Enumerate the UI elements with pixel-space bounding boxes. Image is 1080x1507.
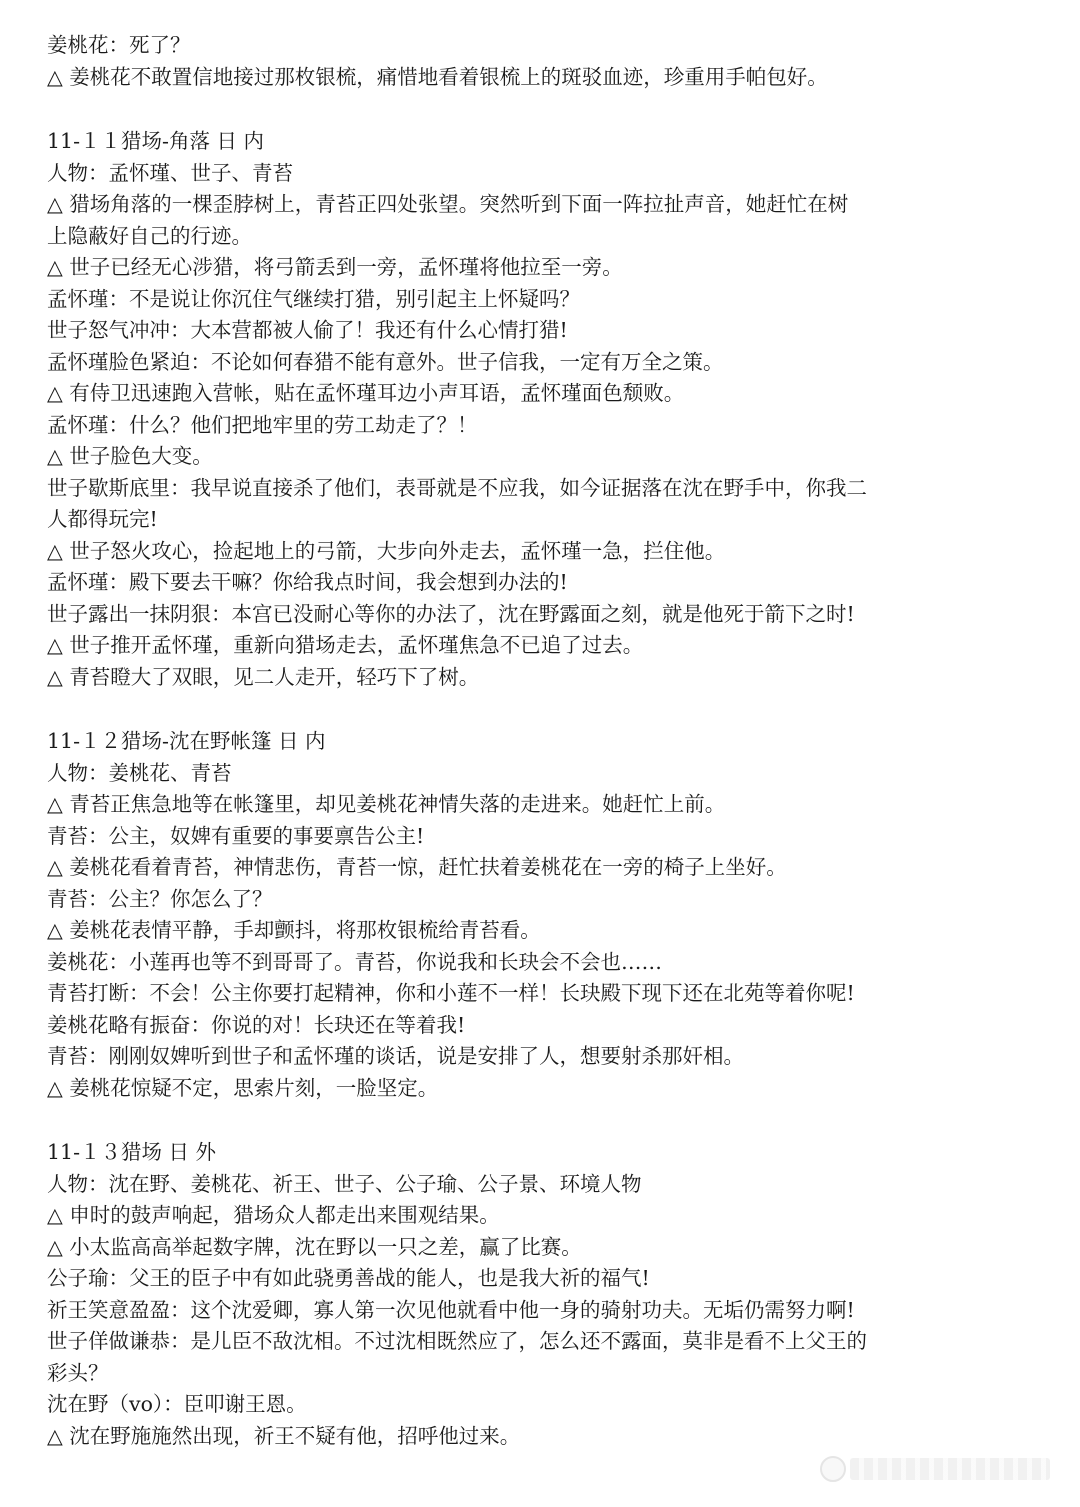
action-line: △ 世子推开孟怀瑾，重新向猎场走去，孟怀瑾焦急不已追了过去。: [47, 633, 644, 657]
action-line: △ 世子已经无心涉猎，将弓箭丢到一旁，孟怀瑾将他拉至一旁。: [47, 255, 623, 279]
scene-heading-11-13: 11-１３猎场 日 外: [47, 1140, 217, 1164]
dialogue-line-continued: 彩头？: [47, 1360, 109, 1385]
dialogue-line: 世子露出一抹阴狠：本宫已没耐心等你的办法了，沈在野露面之刻，就是他死于箭下之时!: [47, 601, 855, 626]
action-line: △ 姜桃花看着青苔，神情悲伤，青苔一惊，赶忙扶着姜桃花在一旁的椅子上坐好。: [47, 855, 787, 879]
action-line-continued: 上隐蔽好自己的行迹。: [47, 223, 252, 248]
dialogue-line: 世子佯做谦恭：是儿臣不敌沈相。不过沈相既然应了，怎么还不露面，莫非是看不上父王的: [47, 1329, 867, 1353]
dialogue-line: 青苔：公主，奴婢有重要的事要禀告公主!: [47, 823, 425, 848]
dialogue-line: 孟怀瑾：不是说让你沉住气继续打猎，别引起主上怀疑吗？: [47, 286, 580, 311]
dialogue-line-continued: 人都得玩完!: [47, 507, 158, 531]
dialogue-line: 孟怀瑾脸色紧迫：不论如何春猎不能有意外。世子信我，一定有万全之策。: [47, 349, 724, 374]
watermark-text-mark: [850, 1458, 1050, 1480]
dialogue-line: 世子歇斯底里：我早说直接杀了他们，表哥就是不应我，如今证据落在沈在野手中，你我二: [47, 475, 867, 500]
dialogue-line: 姜桃花略有振奋：你说的对！长玦还在等着我!: [47, 1012, 466, 1037]
action-line: △ 小太监高高举起数字牌，沈在野以一只之差，赢了比赛。: [47, 1234, 582, 1259]
action-line: △ 沈在野施施然出现，祈王不疑有他，招呼他过来。: [47, 1423, 521, 1448]
scene-gap: [47, 93, 1047, 126]
scene-heading-11-11: 11-１１猎场-角落 日 内: [47, 129, 264, 153]
dialogue-line: 孟怀瑾：什么？他们把地牢里的劳工劫走了？！: [47, 412, 478, 437]
dialogue-line: 祈王笑意盈盈：这个沈爱卿，寡人第一次见他就看中他一身的骑射功夫。无垢仍需努力啊!: [47, 1297, 855, 1322]
scene-gap: [47, 693, 1047, 726]
watermark-logo: [820, 1455, 1050, 1483]
watermark-icon: [820, 1456, 846, 1482]
action-line: △ 有侍卫迅速跑入营帐，贴在孟怀瑾耳边小声耳语，孟怀瑾面色颓败。: [47, 381, 685, 405]
dialogue-line: 世子怒气冲冲：大本营都被人偷了！我还有什么心情打猎!: [47, 318, 568, 342]
action-line: △ 青苔正焦急地等在帐篷里，却见姜桃花神情失落的走进来。她赶忙上前。: [47, 792, 726, 816]
action-line: △ 姜桃花不敢置信地接过那枚银梳，痛惜地看着银梳上的斑驳血迹，珍重用手帕包好。: [47, 64, 828, 89]
characters-line: 人物：沈在野、姜桃花、祈王、世子、公子瑜、公子景、环境人物: [47, 1171, 642, 1196]
action-line: △ 青苔瞪大了双眼，见二人走开，轻巧下了树。: [47, 664, 480, 689]
characters-line: 人物：姜桃花、青苔: [47, 760, 232, 785]
scene-gap: [47, 1104, 1047, 1137]
dialogue-line: 青苔：公主？你怎么了？: [47, 886, 273, 911]
action-line: △ 世子怒火攻心，捡起地上的弓箭，大步向外走去，孟怀瑾一急，拦住他。: [47, 538, 726, 563]
dialogue-line: 青苔：刚刚奴婢听到世子和孟怀瑾的谈话，说是安排了人，想要射杀那奸相。: [47, 1044, 744, 1068]
dialogue-line: 姜桃花：死了？: [47, 33, 191, 57]
scene-heading-11-12: 11-１２猎场-沈在野帐篷 日 内: [47, 729, 326, 753]
script-text-block: [47, 30, 1047, 1452]
dialogue-line: 姜桃花：小莲再也等不到哥哥了。青苔，你说我和长玦会不会也……: [47, 949, 662, 974]
characters-line: 人物：孟怀瑾、世子、青苔: [47, 160, 293, 185]
dialogue-line: 孟怀瑾：殿下要去干嘛？你给我点时间，我会想到办法的!: [47, 570, 568, 594]
action-line: △ 申时的鼓声响起，猎场众人都走出来围观结果。: [47, 1203, 500, 1227]
dialogue-line: 沈在野（vo）：臣叩谢王恩。: [47, 1392, 307, 1416]
action-line: △ 猎场角落的一棵歪脖树上，青苔正四处张望。突然听到下面一阵拉扯声音，她赶忙在树: [47, 192, 849, 216]
dialogue-line: 公子瑜：父王的臣子中有如此骁勇善战的能人，也是我大祈的福气!: [47, 1266, 650, 1290]
dialogue-line: 青苔打断：不会！公主你要打起精神，你和小莲不一样！长玦殿下现下还在北苑等着你呢!: [47, 981, 855, 1005]
action-line: △ 姜桃花表情平静，手却颤抖，将那枚银梳给青苔看。: [47, 918, 541, 942]
action-line: △ 世子脸色大变。: [47, 444, 213, 468]
action-line: △ 姜桃花惊疑不定，思索片刻，一脸坚定。: [47, 1075, 439, 1100]
